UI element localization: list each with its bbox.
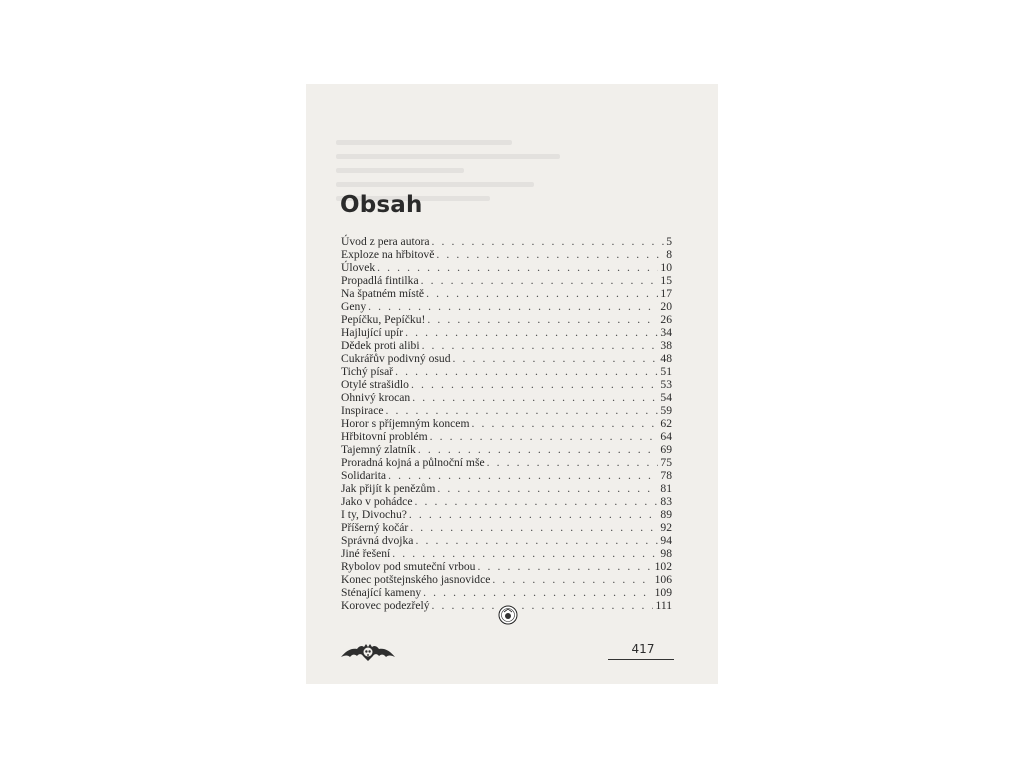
toc-dot-leader xyxy=(415,534,658,547)
toc-entry-page: 26 xyxy=(660,313,672,326)
toc-entry xyxy=(341,235,672,248)
toc-entry xyxy=(341,508,672,521)
toc-entry-title: Pepíčku, Pepíčku! xyxy=(341,313,426,326)
toc-dot-leader xyxy=(409,508,659,521)
toc-dot-leader xyxy=(410,521,658,534)
toc-entry xyxy=(341,495,672,508)
toc-entry-page: 48 xyxy=(660,352,672,365)
toc-entry-title: Na špatném místě xyxy=(341,287,425,300)
toc-entry-title: Příšerný kočár xyxy=(341,521,409,534)
toc-entry xyxy=(341,378,672,391)
bleed-through-text xyxy=(336,140,656,240)
toc-entry-page: 83 xyxy=(660,495,672,508)
toc-entry-page: 81 xyxy=(660,482,672,495)
toc-entry-title: Ohnivý krocan xyxy=(341,391,411,404)
toc-entry-title: Úlovek xyxy=(341,261,376,274)
toc-entry-page: 54 xyxy=(660,391,672,404)
toc-entry-page: 20 xyxy=(660,300,672,313)
toc-dot-leader xyxy=(395,365,658,378)
toc-dot-leader xyxy=(423,586,652,599)
toc-entry-title: Korovec podezřelý xyxy=(341,599,430,612)
toc-entry-title: Propadlá fintilka xyxy=(341,274,419,287)
toc-entry xyxy=(341,287,672,300)
toc-entry-title: Hajlující upír xyxy=(341,326,404,339)
toc-entry-title: Cukrářův podivný osud xyxy=(341,352,451,365)
toc-dot-leader xyxy=(368,300,658,313)
toc-entry xyxy=(341,274,672,287)
toc-entry xyxy=(341,352,672,365)
toc-entry xyxy=(341,456,672,469)
toc-entry xyxy=(341,469,672,482)
table-of-contents xyxy=(341,235,672,612)
toc-entry xyxy=(341,404,672,417)
toc-dot-leader xyxy=(412,391,658,404)
toc-entry-title: Jako v pohádce xyxy=(341,495,413,508)
toc-dot-leader xyxy=(427,313,658,326)
toc-entry-page: 62 xyxy=(660,417,672,430)
toc-dot-leader xyxy=(432,599,654,612)
toc-dot-leader xyxy=(422,339,659,352)
toc-entry-page: 34 xyxy=(660,326,672,339)
toc-entry-page: 111 xyxy=(655,599,672,612)
toc-dot-leader xyxy=(487,456,659,469)
toc-dot-leader xyxy=(377,261,658,274)
toc-entry xyxy=(341,248,672,261)
toc-entry xyxy=(341,261,672,274)
toc-entry xyxy=(341,482,672,495)
toc-entry-page: 78 xyxy=(660,469,672,482)
toc-entry-title: Správná dvojka xyxy=(341,534,414,547)
toc-entry-page: 109 xyxy=(654,586,672,599)
toc-entry-title: Otylé strašidlo xyxy=(341,378,409,391)
toc-entry xyxy=(341,560,672,573)
toc-entry xyxy=(341,534,672,547)
toc-entry xyxy=(341,586,672,599)
bat-skull-icon xyxy=(340,640,396,664)
toc-entry-page: 98 xyxy=(660,547,672,560)
toc-entry-page: 5 xyxy=(666,235,672,248)
toc-dot-leader xyxy=(453,352,659,365)
toc-dot-leader xyxy=(386,404,659,417)
toc-entry-page: 89 xyxy=(660,508,672,521)
toc-dot-leader xyxy=(437,482,658,495)
toc-dot-leader xyxy=(392,547,658,560)
toc-entry-title: Exploze na hřbitově xyxy=(341,248,435,261)
toc-entry-title: Tajemný zlatník xyxy=(341,443,416,456)
toc-entry-title: Úvod z pera autora xyxy=(341,235,430,248)
toc-entry-page: 102 xyxy=(654,560,672,573)
toc-entry-page: 94 xyxy=(660,534,672,547)
book-page xyxy=(306,84,718,684)
toc-dot-leader xyxy=(421,274,659,287)
toc-entry xyxy=(341,547,672,560)
toc-entry xyxy=(341,300,672,313)
toc-entry-page: 10 xyxy=(660,261,672,274)
toc-entry xyxy=(341,521,672,534)
toc-entry-title: Konec potštejnského jasnovidce xyxy=(341,573,491,586)
toc-entry-title: Horor s příjemným koncem xyxy=(341,417,470,430)
toc-entry-page: 15 xyxy=(660,274,672,287)
toc-entry xyxy=(341,573,672,586)
toc-entry-page: 17 xyxy=(660,287,672,300)
toc-entry-page: 53 xyxy=(660,378,672,391)
toc-entry-title: Solidarita xyxy=(341,469,387,482)
toc-entry-title: Tichý písař xyxy=(341,365,394,378)
toc-entry xyxy=(341,365,672,378)
toc-entry-title: Hřbitovní problém xyxy=(341,430,428,443)
toc-dot-leader xyxy=(405,326,658,339)
toc-entry-page: 69 xyxy=(660,443,672,456)
toc-entry-title: Jiné řešení xyxy=(341,547,391,560)
toc-dot-leader xyxy=(418,443,659,456)
toc-entry xyxy=(341,417,672,430)
toc-entry-page: 92 xyxy=(660,521,672,534)
toc-dot-leader xyxy=(430,430,659,443)
toc-dot-leader xyxy=(432,235,665,248)
toc-dot-leader xyxy=(436,248,664,261)
toc-entry xyxy=(341,339,672,352)
toc-dot-leader xyxy=(426,287,658,300)
toc-dot-leader xyxy=(477,560,652,573)
toc-entry-page: 8 xyxy=(666,248,672,261)
toc-entry-page: 75 xyxy=(660,456,672,469)
toc-entry xyxy=(341,443,672,456)
toc-dot-leader xyxy=(492,573,652,586)
toc-entry-page: 106 xyxy=(654,573,672,586)
toc-entry-title: Dědek proti alibi xyxy=(341,339,420,352)
page-number: 417 xyxy=(631,642,655,656)
toc-entry xyxy=(341,430,672,443)
toc-dot-leader xyxy=(414,495,658,508)
toc-entry-title: Proradná kojná a půlnoční mše xyxy=(341,456,485,469)
toc-entry-title: Sténající kameny xyxy=(341,586,422,599)
toc-entry xyxy=(341,391,672,404)
round-stamp-icon xyxy=(498,605,518,625)
toc-entry-page: 51 xyxy=(660,365,672,378)
toc-dot-leader xyxy=(411,378,658,391)
toc-entry-page: 64 xyxy=(660,430,672,443)
toc-entry-page: 38 xyxy=(660,339,672,352)
toc-entry-title: Rybolov pod smuteční vrbou xyxy=(341,560,476,573)
page-number-rule xyxy=(608,659,674,660)
toc-entry-page: 59 xyxy=(660,404,672,417)
toc-entry-title: Geny xyxy=(341,300,367,313)
toc-entry-title: Jak přijít k penězům xyxy=(341,482,436,495)
toc-dot-leader xyxy=(388,469,658,482)
toc-entry-title: I ty, Divochu? xyxy=(341,508,407,521)
page-title: Obsah xyxy=(340,192,423,218)
toc-entry xyxy=(341,326,672,339)
toc-entry xyxy=(341,313,672,326)
toc-dot-leader xyxy=(471,417,658,430)
toc-entry-title: Inspirace xyxy=(341,404,384,417)
